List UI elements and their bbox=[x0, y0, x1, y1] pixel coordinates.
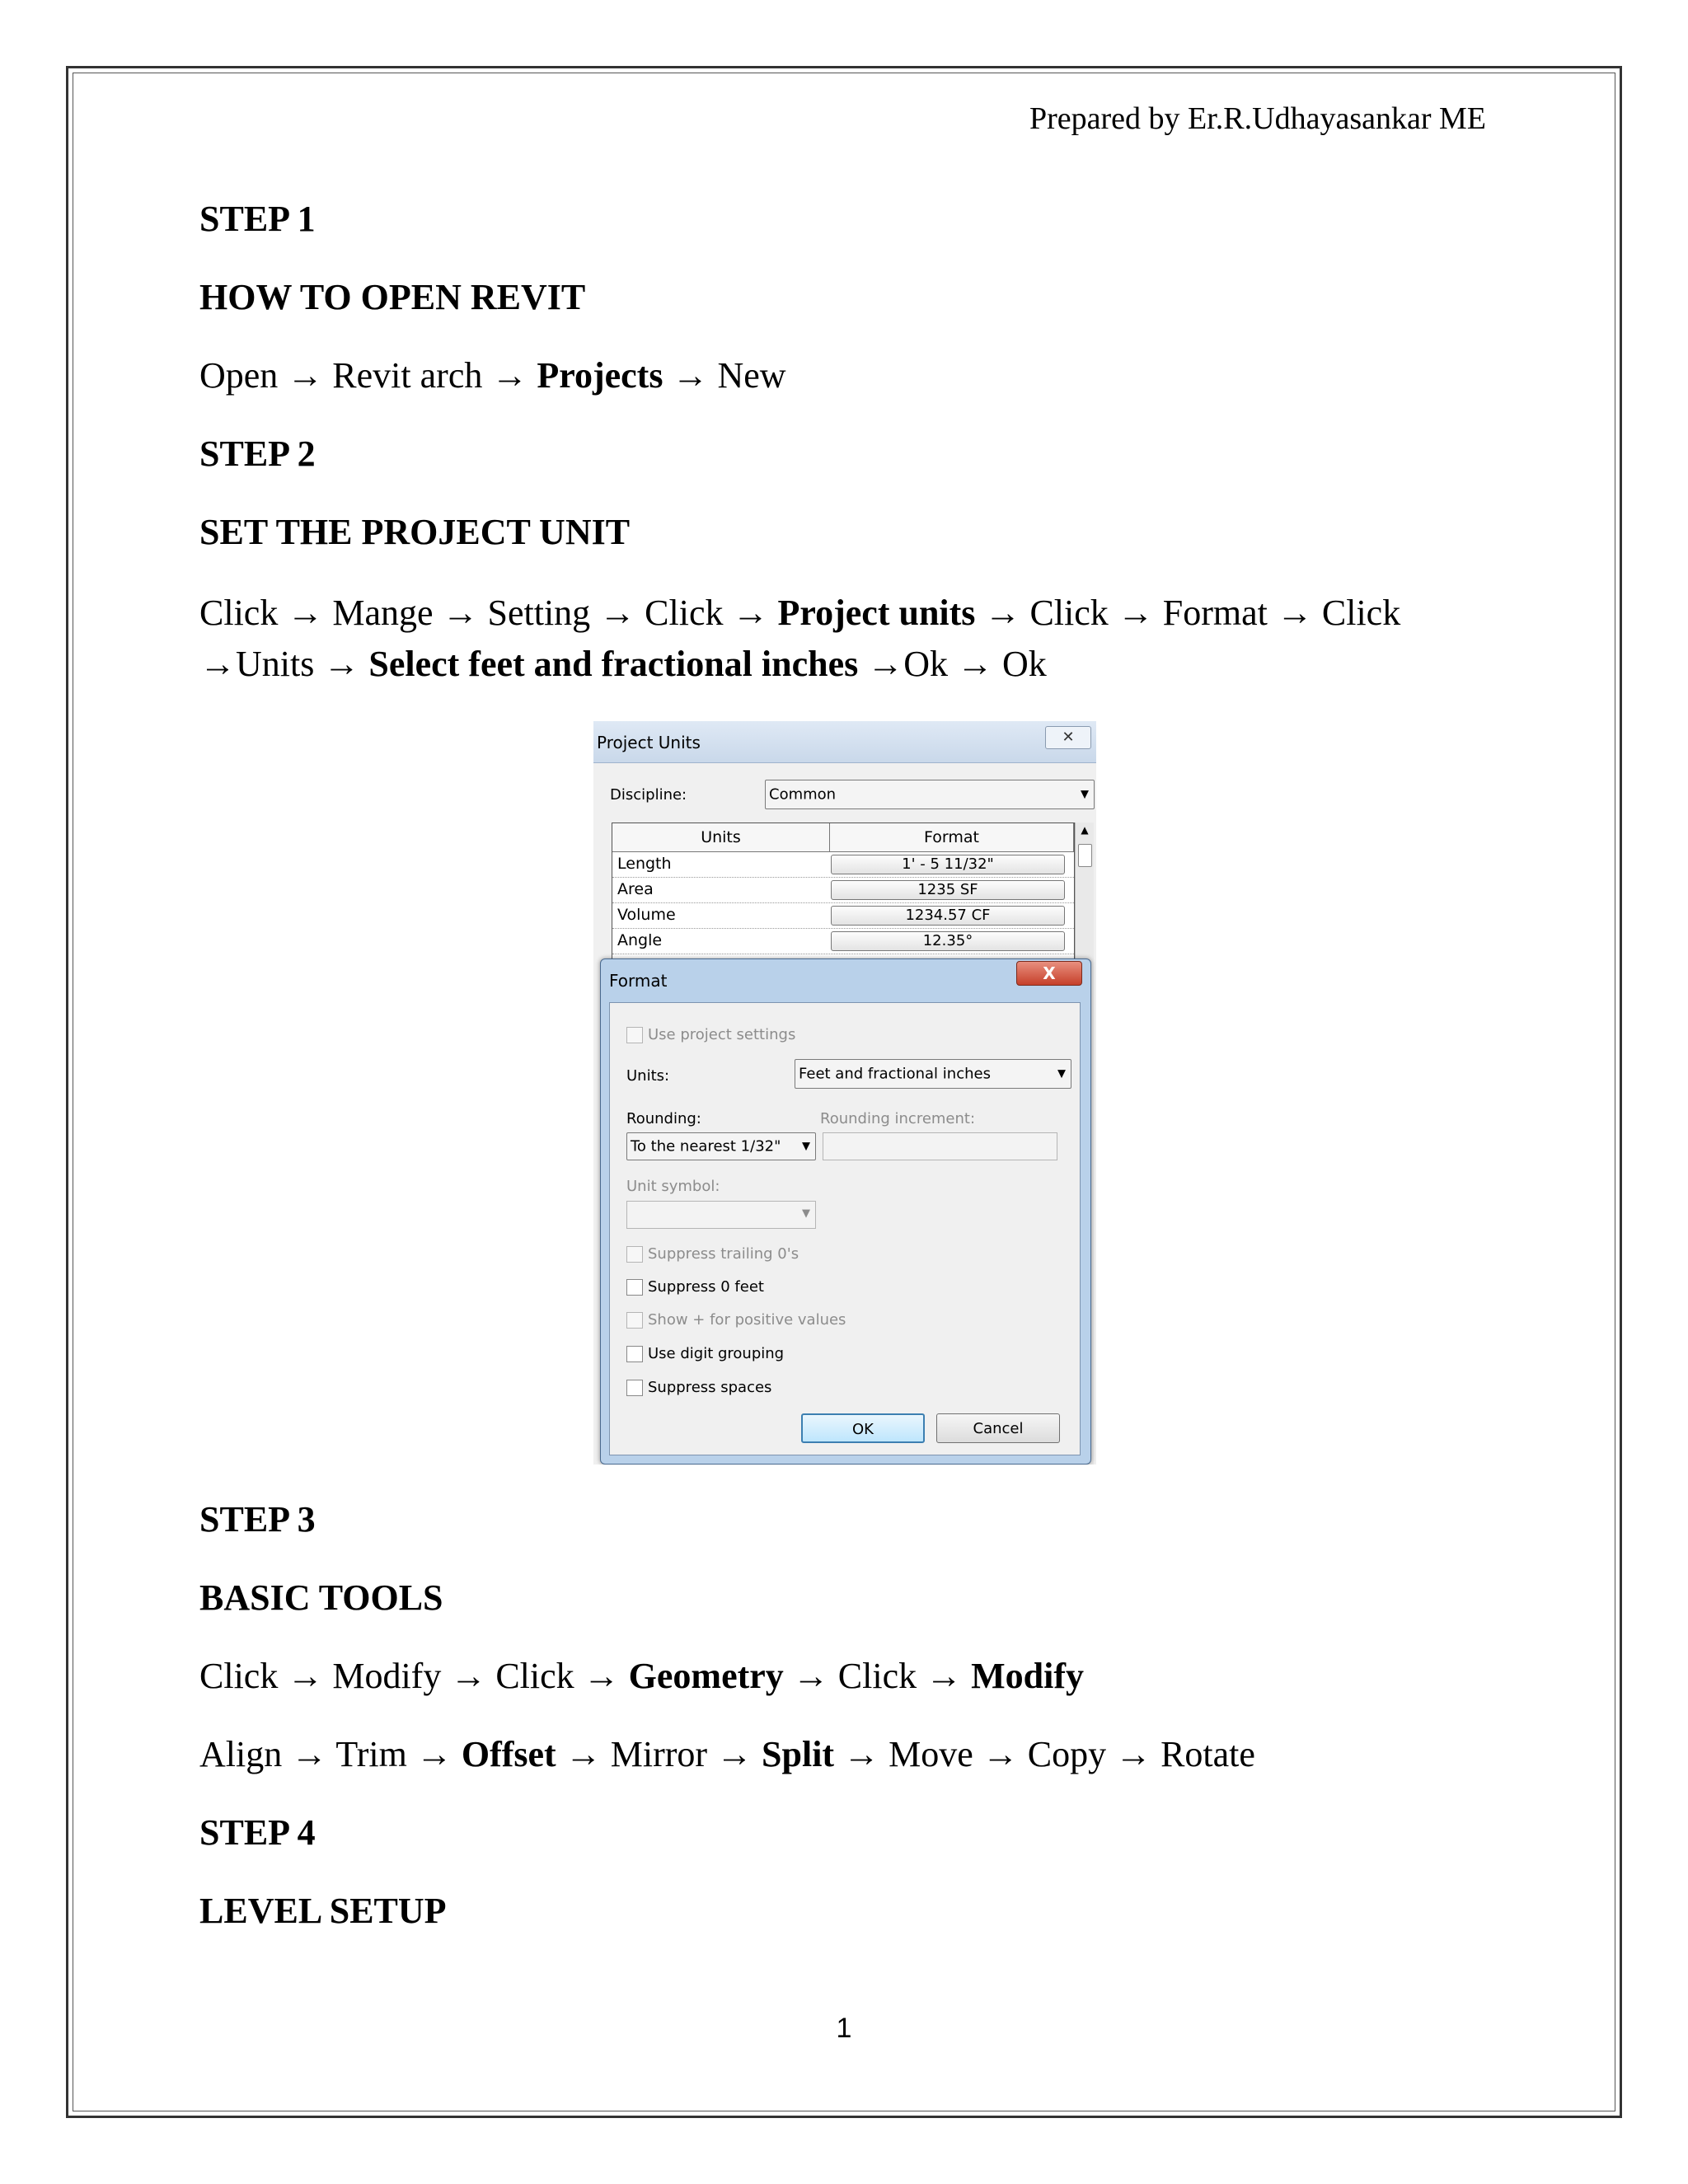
show-plus-checkbox[interactable] bbox=[626, 1312, 643, 1329]
step3-l1a: Click → Modify → Click → bbox=[199, 1656, 629, 1696]
format-button[interactable]: 1234.57 CF bbox=[831, 906, 1065, 926]
step2-p1: Click → Mange → Setting → Click → bbox=[199, 593, 778, 633]
step1-title: HOW TO OPEN REVIT bbox=[199, 277, 586, 317]
show-plus-row bbox=[626, 1311, 846, 1329]
suppress-feet-label: Suppress 0 feet bbox=[648, 1278, 764, 1296]
suppress-spaces-label: Suppress spaces bbox=[648, 1379, 772, 1396]
table-row bbox=[612, 929, 1074, 954]
show-plus-label: Show + for positive values bbox=[648, 1311, 846, 1329]
step1-label: STEP 1 bbox=[199, 199, 316, 239]
format-button[interactable]: 12.35° bbox=[831, 931, 1065, 951]
format-dialog-body bbox=[609, 1002, 1081, 1455]
step1-line-c: → New bbox=[663, 355, 786, 396]
scroll-thumb[interactable] bbox=[1078, 844, 1092, 867]
units-select[interactable] bbox=[795, 1059, 1071, 1089]
step3-l2e: → Move → Copy → Rotate bbox=[834, 1734, 1255, 1774]
prepared-by: Prepared by Er.R.Udhayasankar ME bbox=[1029, 101, 1486, 136]
format-button[interactable]: 1235 SF bbox=[831, 880, 1065, 900]
scroll-up-icon[interactable]: ▲ bbox=[1081, 824, 1089, 836]
suppress-trailing-row bbox=[626, 1245, 799, 1263]
suppress-trailing-label: Suppress trailing 0's bbox=[648, 1245, 799, 1263]
cancel-button[interactable]: Cancel bbox=[936, 1413, 1060, 1443]
digit-grouping-checkbox[interactable] bbox=[626, 1346, 643, 1362]
step2-paragraph bbox=[199, 588, 1502, 690]
suppress-feet-checkbox[interactable] bbox=[626, 1279, 643, 1296]
project-units-screenshot bbox=[593, 721, 1096, 1465]
chevron-down-icon: ▼ bbox=[802, 1140, 810, 1153]
step2-p3: →Ok → Ok bbox=[858, 644, 1047, 684]
unit-symbol-select[interactable] bbox=[626, 1201, 816, 1229]
step3-l1b: Geometry bbox=[628, 1656, 784, 1696]
units-label: Units: bbox=[626, 1067, 670, 1085]
use-project-settings-row bbox=[626, 1026, 795, 1043]
discipline-select[interactable] bbox=[765, 780, 1095, 809]
step1-line-a: Open → Revit arch → bbox=[199, 355, 537, 396]
format-dialog-title: Format bbox=[609, 971, 668, 991]
step3-label: STEP 3 bbox=[199, 1499, 316, 1540]
step2-p1b: Project units bbox=[777, 593, 976, 633]
step2-p2: → Click → Format → Click →Units → bbox=[199, 593, 1401, 684]
digit-grouping-row bbox=[626, 1345, 784, 1362]
format-button[interactable]: 1' - 5 11/32" bbox=[831, 855, 1065, 874]
step1-line bbox=[199, 354, 786, 396]
step1-line-b: Projects bbox=[537, 355, 663, 396]
units-table bbox=[612, 823, 1075, 964]
project-units-titlebar bbox=[593, 721, 1096, 763]
suppress-spaces-row bbox=[626, 1379, 771, 1396]
suppress-trailing-checkbox[interactable] bbox=[626, 1246, 643, 1263]
unit-name: Area bbox=[617, 880, 654, 898]
page-number: 1 bbox=[836, 2013, 852, 2044]
step3-l1d: Modify bbox=[971, 1656, 1084, 1696]
step4-label: STEP 4 bbox=[199, 1812, 316, 1853]
step3-l2a: Align → Trim → bbox=[199, 1734, 462, 1774]
step3-title: BASIC TOOLS bbox=[199, 1577, 443, 1618]
column-header-units: Units bbox=[612, 823, 830, 852]
unit-name: Length bbox=[617, 855, 672, 873]
project-units-title: Project Units bbox=[597, 733, 701, 752]
step4-title: LEVEL SETUP bbox=[199, 1891, 447, 1931]
step3-line1 bbox=[199, 1655, 1084, 1697]
unit-name: Angle bbox=[617, 931, 663, 949]
unit-name: Volume bbox=[617, 906, 676, 924]
step2-title: SET THE PROJECT UNIT bbox=[199, 512, 631, 552]
step2-p2b: Select feet and fractional inches bbox=[368, 644, 859, 684]
format-dialog bbox=[600, 958, 1091, 1465]
step2-label: STEP 2 bbox=[199, 434, 316, 474]
table-row bbox=[612, 878, 1074, 903]
discipline-value: Common bbox=[769, 785, 837, 804]
rounding-value: To the nearest 1/32" bbox=[631, 1137, 781, 1155]
use-project-settings-label: Use project settings bbox=[648, 1026, 796, 1043]
step3-l2b: Offset bbox=[461, 1734, 556, 1774]
column-header-format: Format bbox=[830, 823, 1074, 852]
unit-symbol-label: Unit symbol: bbox=[626, 1178, 720, 1195]
rounding-increment-input[interactable] bbox=[823, 1132, 1057, 1160]
chevron-down-icon: ▼ bbox=[1081, 788, 1089, 801]
step3-l1c: → Click → bbox=[783, 1656, 972, 1696]
suppress-feet-row bbox=[626, 1278, 764, 1296]
close-icon[interactable]: ✕ bbox=[1045, 726, 1091, 749]
rounding-select[interactable] bbox=[626, 1132, 816, 1160]
step3-line2 bbox=[199, 1733, 1255, 1775]
rounding-increment-label: Rounding increment: bbox=[820, 1110, 976, 1127]
step3-l2c: → Mirror → bbox=[556, 1734, 762, 1774]
table-row bbox=[612, 903, 1074, 929]
ok-button[interactable]: OK bbox=[801, 1413, 925, 1443]
suppress-spaces-checkbox[interactable] bbox=[626, 1380, 643, 1396]
step3-l2d: Split bbox=[762, 1734, 835, 1774]
digit-grouping-label: Use digit grouping bbox=[648, 1345, 785, 1362]
close-icon[interactable]: X bbox=[1016, 961, 1082, 986]
chevron-down-icon: ▼ bbox=[1057, 1067, 1066, 1080]
chevron-down-icon: ▼ bbox=[802, 1207, 810, 1220]
units-value: Feet and fractional inches bbox=[799, 1065, 991, 1083]
use-project-settings-checkbox[interactable] bbox=[626, 1027, 643, 1043]
discipline-label: Discipline: bbox=[610, 786, 687, 804]
rounding-label: Rounding: bbox=[626, 1110, 701, 1127]
table-row bbox=[612, 852, 1074, 878]
